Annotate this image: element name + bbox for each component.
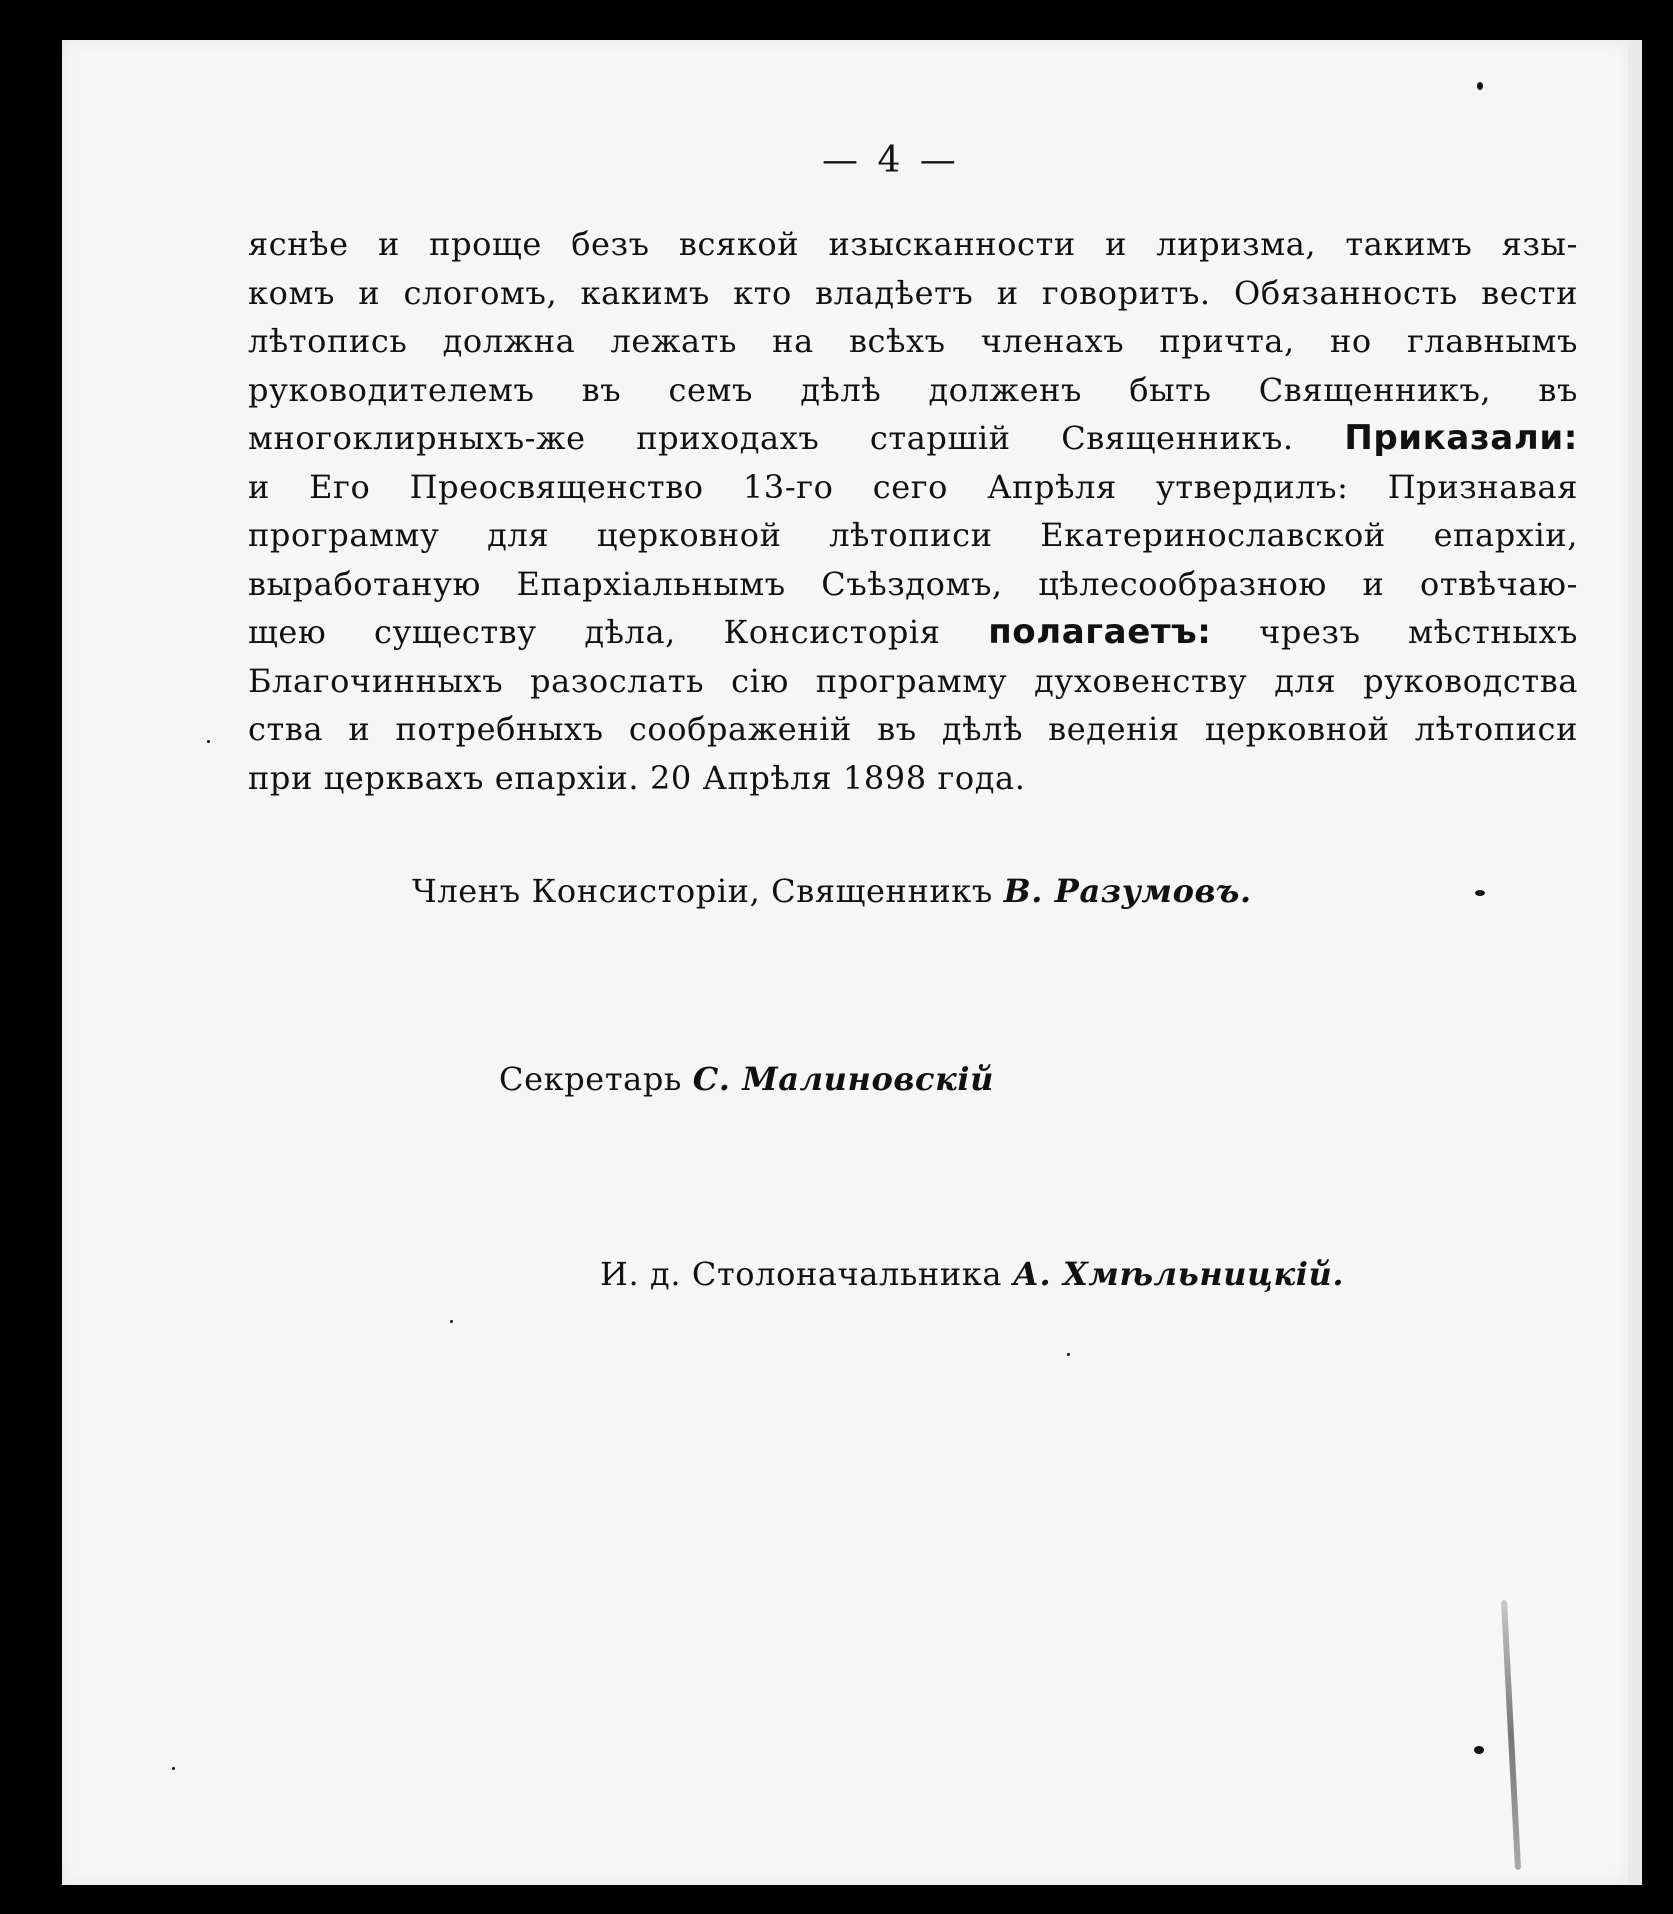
ink-speck <box>1067 1353 1070 1356</box>
text-line: Благочинныхъ разослать сію программу духовенству для руководства <box>248 661 1578 700</box>
signature-clerk <box>600 1255 1344 1293</box>
page-number: — 4 — <box>822 140 960 181</box>
ink-speck <box>1475 890 1485 896</box>
signature-title: Членъ Консисторіи, Священникъ <box>412 872 993 910</box>
paper-sheet <box>62 40 1630 1885</box>
emphasis-resolved: Приказали: <box>1344 418 1578 458</box>
ink-speck <box>207 740 210 743</box>
ink-speck <box>450 1320 453 1323</box>
ink-speck <box>1477 82 1483 90</box>
ink-speck <box>172 1767 175 1770</box>
paper-edge <box>1628 40 1642 1885</box>
text-line: выработаную Епархіальнымъ Съѣздомъ, цѣлесообразною и отвѣчаю- <box>248 564 1578 603</box>
text-line: и Его Преосвященство 13-го сего Апрѣля утвердилъ: Признавая <box>248 467 1578 506</box>
text-segment: щею существу дѣла, Консисторія <box>248 613 941 651</box>
text-segment: многоклирныхъ-же приходахъ старшій Священникъ. <box>248 419 1294 457</box>
page-content <box>62 40 1630 1885</box>
text-line: при церквахъ епархіи. 20 Апрѣля 1898 года. <box>248 758 1026 797</box>
text-line: лѣтопись должна лежать на всѣхъ членахъ причта, но главнымъ <box>248 322 1578 360</box>
signature-name: А. Хмѣльницкій. <box>1012 1255 1345 1293</box>
body-paragraph <box>248 220 1578 802</box>
signature-title: И. д. Столоначальника <box>600 1255 1003 1293</box>
signature-name: В. Разумовъ. <box>1003 872 1252 910</box>
signature-member <box>412 872 1252 910</box>
text-line <box>248 608 1578 657</box>
signature-title: Секретарь <box>499 1060 682 1098</box>
text-line: комъ и слогомъ, какимъ кто владѣетъ и говоритъ. Обязанность вести <box>248 273 1578 312</box>
text-line: программу для церковной лѣтописи Екатеринославской епархіи, <box>248 516 1578 554</box>
text-line: яснѣе и проще безъ всякой изысканности и лиризма, такимъ язы- <box>248 225 1578 263</box>
emphasis-decision: полагаетъ: <box>988 612 1212 652</box>
signature-name: С. Малиновскій <box>692 1060 994 1098</box>
text-line: ства и потребныхъ соображеній въ дѣлѣ веденія церковной лѣтописи <box>248 710 1578 748</box>
ink-speck <box>1474 1746 1484 1754</box>
text-segment: чрезъ мѣстныхъ <box>1259 613 1578 651</box>
text-line <box>248 414 1578 463</box>
text-line: руководителемъ въ семъ дѣлѣ долженъ быть Священникъ, въ <box>248 370 1578 409</box>
signature-secretary <box>499 1060 994 1098</box>
